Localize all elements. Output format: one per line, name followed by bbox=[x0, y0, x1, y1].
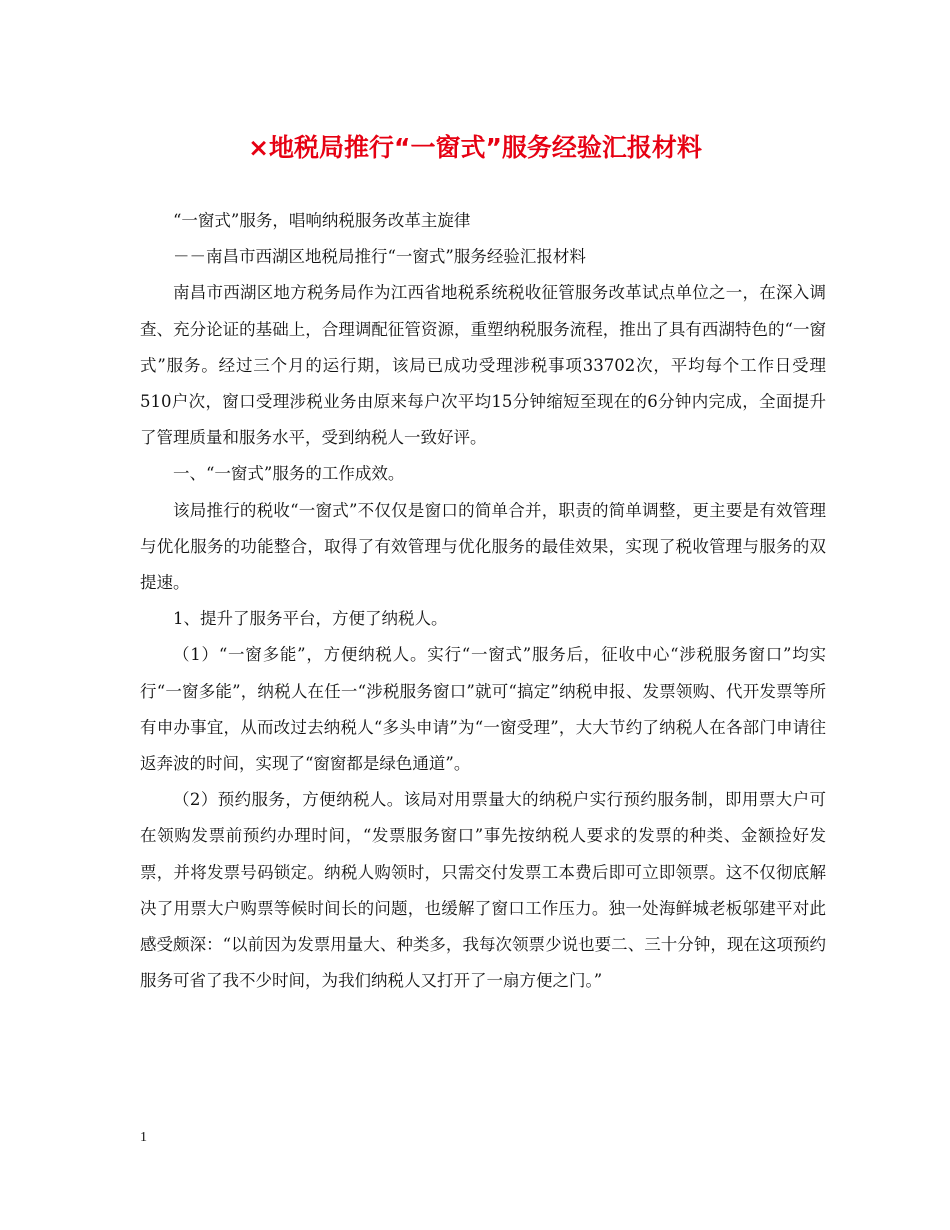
subtitle-line: “一窗式”服务，唱响纳税服务改革主旋律 bbox=[173, 211, 471, 230]
section-heading: 一、“一窗式”服务的工作成效。 bbox=[173, 464, 405, 484]
document-title: ×地税局推行“一窗式”服务经验汇报材料 bbox=[248, 133, 702, 162]
document-body bbox=[140, 203, 826, 999]
body-paragraph: 南昌市西湖区地方税务局作为江西省地税系统税收征管服务改革试点单位之一，在深入调查、充分论证的基础上，合理调配征管资源，重塑纳税服务流程，推出了具有西湖特色的“一窗式”服务。经过三个月的运行期，该局已成功受理涉税事项33702次，平均每个工作日受理510户次，窗口受理涉税业务由原来每户次平均15分钟缩短至现在的6分钟内完成，全面提升了管理质量和服务水平，受到纳税人一致好评。 bbox=[140, 283, 826, 448]
page-number: 1 bbox=[140, 1130, 147, 1145]
body-paragraph: （1）“一窗多能”，方便纳税人。实行“一窗式”服务后，征收中心“涉税服务窗口”均实行“一窗多能”，纳税人在任一“涉税服务窗口”就可“搞定”纳税申报、发票领购、代开发票等所有申办事宜，从而改过去纳税人“多头申请”为“一窗受理”，大大节约了纳税人在各部门申请往返奔波的时间，实现了“窗窗都是绿色通道”。 bbox=[140, 645, 826, 774]
body-paragraph: （2）预约服务，方便纳税人。该局对用票量大的纳税户实行预约服务制，即用票大户可在领购发票前预约办理时间，“发票服务窗口”事先按纳税人要求的发票的种类、金额捡好发票，并将发票号码锁定。纳税人购领时，只需交付发票工本费后即可立即领票。这不仅彻底解决了用票大户购票等候时间长的问题，也缓解了窗口工作压力。独一处海鲜城老板邬建平对此感受颇深：“以前因为发票用量大、种类多，我每次领票少说也要二、三十分钟，现在这项预约服务可省了我不少时间，为我们纳税人又打开了一扇方便之门。” bbox=[140, 790, 826, 991]
subsection-heading: 1、提升了服务平台，方便了纳税人。 bbox=[173, 609, 448, 629]
subtitle-source-line: －－南昌市西湖区地税局推行“一窗式”服务经验汇报材料 bbox=[173, 247, 586, 267]
body-paragraph: 该局推行的税收“一窗式”不仅仅是窗口的简单合并，职责的简单调整，更主要是有效管理与优化服务的功能整合，取得了有效管理与优化服务的最佳效果，实现了税收管理与服务的双提速。 bbox=[140, 500, 826, 593]
